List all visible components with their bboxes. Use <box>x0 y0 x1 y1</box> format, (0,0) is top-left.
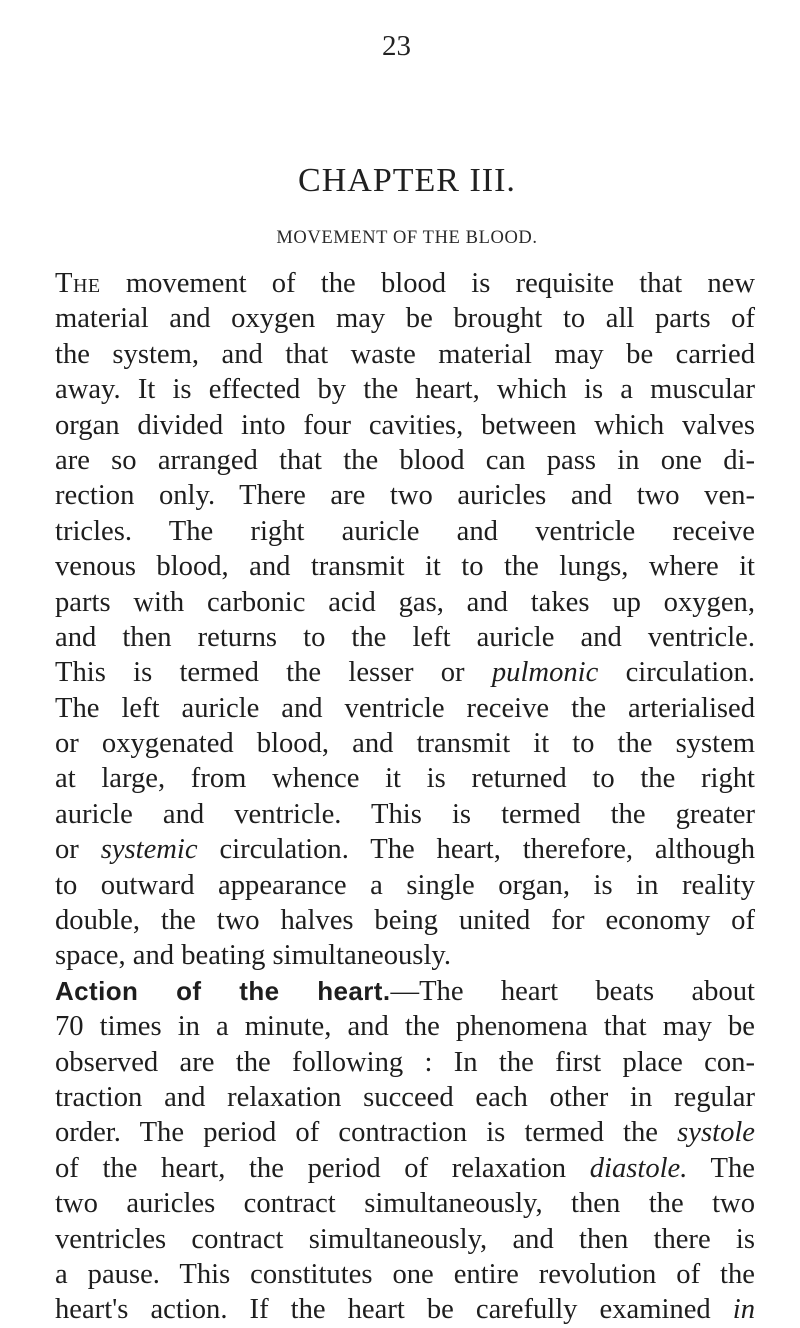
section-heading: Action of the heart. <box>55 975 391 1006</box>
chapter-title: CHAPTER III. <box>298 162 516 199</box>
text-line <box>55 1292 755 1327</box>
text-line <box>55 1115 755 1150</box>
italic-term: systole <box>677 1117 755 1149</box>
text-line <box>55 1151 755 1186</box>
text-run: circulation. The heart, therefore, although <box>197 834 755 866</box>
italic-term: in <box>732 1294 755 1326</box>
text-line: or oxygenated blood, and transmit it to the system <box>55 728 755 760</box>
text-line: away. It is effected by the heart, which is a muscular <box>55 374 755 406</box>
chapter-subtitle: MOVEMENT OF THE BLOOD. <box>276 228 538 248</box>
text-line: auricle and ventricle. This is termed the greater <box>55 798 755 830</box>
text-line: material and oxygen may be brought to all parts of <box>55 303 755 335</box>
text-line: the system, and that waste material may be carried <box>55 338 755 370</box>
text-line: venous blood, and transmit it to the lungs, where it <box>55 551 755 583</box>
italic-term: diastole. <box>589 1152 688 1184</box>
text-line <box>55 974 755 1009</box>
text-line <box>55 832 755 867</box>
text-run: movement of the blood is requisite that new <box>100 268 755 299</box>
text-line: tricles. The right auricle and ventricle receive <box>55 515 755 547</box>
text-line <box>55 655 755 690</box>
text-line: are so arranged that the blood can pass in one di- <box>55 444 755 476</box>
text-line: double, the two halves being united for economy of <box>55 905 755 937</box>
text-run: circulation. <box>598 657 755 689</box>
text-run: This is termed the lesser or <box>55 657 492 689</box>
text-line: space, and beating simultaneously. <box>55 940 451 972</box>
text-line: a pause. This constitutes one entire revolution of the <box>55 1258 755 1290</box>
text-line: and then returns to the left auricle and ventricle. <box>55 621 755 653</box>
text-run: —The heart beats about <box>390 975 755 1007</box>
text-line: 70 times in a minute, and the phenomena that may be <box>55 1011 755 1043</box>
text-run: heart's action. If the heart be carefully examined <box>55 1294 733 1326</box>
text-line: organ divided into four cavities, between which valves <box>55 409 755 441</box>
text-line: ventricles contract simultaneously, and then there is <box>55 1223 755 1255</box>
text-line: parts with carbonic acid gas, and takes up oxygen, <box>55 586 755 618</box>
text-line: observed are the following : In the first place con- <box>55 1046 755 1078</box>
body-text <box>55 266 755 1328</box>
italic-term: pulmonic <box>491 657 599 689</box>
text-line: to outward appearance a single organ, is in reality <box>55 869 755 901</box>
text-line: rection only. There are two auricles and two ven- <box>55 480 755 512</box>
text-line: traction and relaxation succeed each other in regular <box>55 1081 755 1113</box>
text-line: The left auricle and ventricle receive the arterialised <box>55 692 755 724</box>
italic-term: systemic <box>100 834 198 866</box>
text-run: or <box>55 834 101 866</box>
text-run: of the heart, the period of relaxation <box>55 1152 590 1184</box>
text-run: The <box>687 1152 755 1184</box>
lead-word: The <box>55 268 101 299</box>
text-run: order. The period of contraction is termed the <box>55 1117 678 1149</box>
text-line <box>55 266 755 301</box>
page-number: 23 <box>382 30 411 62</box>
text-line: two auricles contract simultaneously, then the two <box>55 1188 755 1220</box>
text-line: at large, from whence it is returned to the right <box>55 763 755 795</box>
